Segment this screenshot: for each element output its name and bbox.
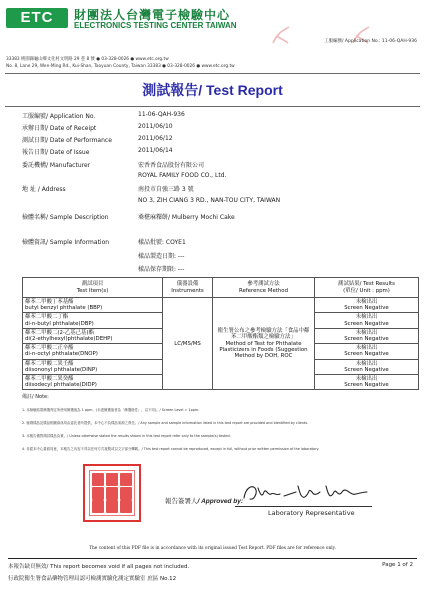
info-label: 承辦日期/ Date of Receipt (22, 125, 97, 132)
info-value: 2011/06/10 (138, 123, 173, 130)
test-item-cell: 鄰苯二甲酸二正辛酯 di-n-octyl phthalate(DNOP) (23, 344, 163, 359)
org-name-cn: 財團法人台灣電子檢驗中心 (74, 8, 231, 22)
approved-by-cn: 報告簽署人 (165, 497, 198, 505)
footer-void-notice: 本報告缺頁無效/ This report becomes void if all pages not included. (8, 564, 190, 570)
seal-glyphs (89, 470, 135, 516)
approved-by-label (165, 496, 243, 505)
header-reference-method: 參考測試方法 Reference Method (213, 278, 315, 298)
info-label: 測試日期/ Date of Performance (22, 137, 112, 144)
report-title-cn: 測試報告 (142, 83, 199, 99)
test-item-cell: 鄰苯二甲酸丁苯基酯 butyl benzyl phthalate (BBP) (23, 298, 163, 313)
report-title (0, 80, 425, 100)
method-cell: 衛生署公布之參考檢驗方法「食品中鄰苯二甲酸酯類之檢驗方法」 Method of Test for Phthalate Plasticizers in Foods (Suggestion Method by DOH, ROC (213, 298, 315, 390)
sample-info-label: 檢體資訊/ Sample Information (22, 239, 110, 246)
result-cell: 未檢出出 Screen Negative (315, 313, 419, 328)
table-header-row (23, 278, 419, 298)
note-item: 1. 本檢驗結果篩選判定所使用篩選值為 1 ppm，(未達篩選值者為「篩選陰性」，以下同)。/ Screen Level = 1ppm. (22, 408, 200, 412)
divider (5, 73, 420, 74)
manufacturer-label: 委託機構/ Manufacturer (22, 162, 91, 169)
handwritten-signature (240, 480, 370, 506)
address-label: 地 址 / Address (22, 186, 66, 193)
header-test-item: 測試項目 Test Item(s) (23, 278, 163, 298)
sample-batch: 樣品批號: COYE1 (138, 239, 186, 246)
header-instruments: 儀器設備 Instruments (163, 278, 213, 298)
test-item-cell: 鄰苯二甲酸二異癸酯 diisodecyl phthalate(DIDP) (23, 375, 163, 390)
result-cell: 未檢出出 Screen Negative (315, 298, 419, 313)
header-test-results: 測試結果/ Test Results (單位/ Unit : ppm) (315, 278, 419, 298)
result-cell: 未檢出出 Screen Negative (315, 359, 419, 374)
sample-mfg-date: 樣品製造日期: --- (138, 253, 185, 260)
result-cell: 未檢出出 Screen Negative (315, 328, 419, 343)
official-seal (83, 464, 141, 522)
address-en-line: No. 8, Lane 29, Wen-Ming Rd., Kui-Shan, Taoyuan County, Taiwan 33383 ● 03-328-0026 ● www.etc.org.tw (6, 64, 235, 69)
sample-desc-label: 檢體名稱/ Sample Description (22, 214, 109, 221)
manufacturer-name-cn: 宏香香食品股份有限公司 (138, 162, 205, 169)
notes-header: 備註/ Note: (22, 394, 49, 400)
footer-accreditation: 行政院衛生署食品藥物管理局認可檢測實驗化測定實驗室 庶區 No.12 (8, 576, 177, 582)
test-item-cell: 鄰苯二甲酸二(2-乙基己基)酯 di(2-ethylhexyl)phthalate(DEHP) (23, 328, 163, 343)
report-title-en: / Test Report (198, 82, 283, 98)
result-cell: 未檢出出 Screen Negative (315, 375, 419, 390)
info-value: 2011/06/14 (138, 147, 173, 154)
note-item: 2. 檢測樣品及樣品相關資訊均由委託者所提供，本中心不負樣品來源之責任。/ Any sample and sample information listed in this test report are provided and identified by clients. (22, 421, 309, 425)
signature-line (235, 506, 372, 507)
instrument-cell: LC/MS/MS (163, 298, 213, 390)
divider (5, 106, 420, 107)
org-name-en: ELECTRONICS TESTING CENTER TAIWAN (74, 21, 237, 30)
info-value: 2011/06/12 (138, 135, 173, 142)
info-value: 11-06-QAH-936 (138, 111, 185, 118)
results-table (22, 277, 419, 390)
info-label: 工服編號/ Application No. (22, 113, 96, 120)
signer-role: Laboratory Representative (268, 509, 355, 517)
sample-desc-value: 桑椹麻糬餅/ Mulberry Mochi Cake (138, 214, 235, 221)
address-cn: 南投市自強三路 3 號 (138, 186, 194, 193)
note-item: 4. 非經本中心書面同意，本報告之內容不得以任何方式複製或以文字部分轉載。/ This test report cannot be reproduced, except in full, without prior written permission of the laboratory. (22, 447, 320, 451)
info-label: 報告日期/ Date of Issue (22, 149, 90, 156)
note-item: 3. 本報告僅對測試樣品負責。/ Unless otherwise stated the results shown in this test report refer only to the sample(s) tested. (22, 434, 231, 438)
pdf-watermark-icon (270, 24, 292, 46)
pdf-disclaimer: The content of this PDF file is in accordance with its original issued Test Report. PDF files are for reference only. (89, 546, 336, 551)
sample-exp-date: 樣品保存期限: --- (138, 266, 185, 273)
application-no-header: 工服編號/ Application No.: 11-06-QAH-936 (323, 39, 417, 44)
approved-by-en: / Approved by: (197, 498, 244, 505)
page-number: Page 1 of 2 (382, 562, 413, 568)
manufacturer-name-en: ROYAL FAMILY FOOD CO., Ltd. (138, 172, 227, 179)
etc-logo: ETC (6, 8, 68, 28)
divider (8, 558, 417, 559)
address-cn-line: 33383 桃園縣龜山鄉文化村文明路 29 巷 8 號 ● 03-328-0026 ● www.etc.org.tw (6, 57, 169, 62)
test-item-cell: 鄰苯二甲酸二異壬酯 diisononyl phthalate(DINP) (23, 359, 163, 374)
address-en: NO 3, ZIH CIANG 3 RD., NAN-TOU CITY, TAIWAN (138, 197, 281, 204)
result-cell: 未檢出出 Screen Negative (315, 344, 419, 359)
test-item-cell: 鄰苯二甲酸二丁酯 di-n-butyl phthalate(DBP) (23, 313, 163, 328)
table-row (23, 298, 419, 313)
